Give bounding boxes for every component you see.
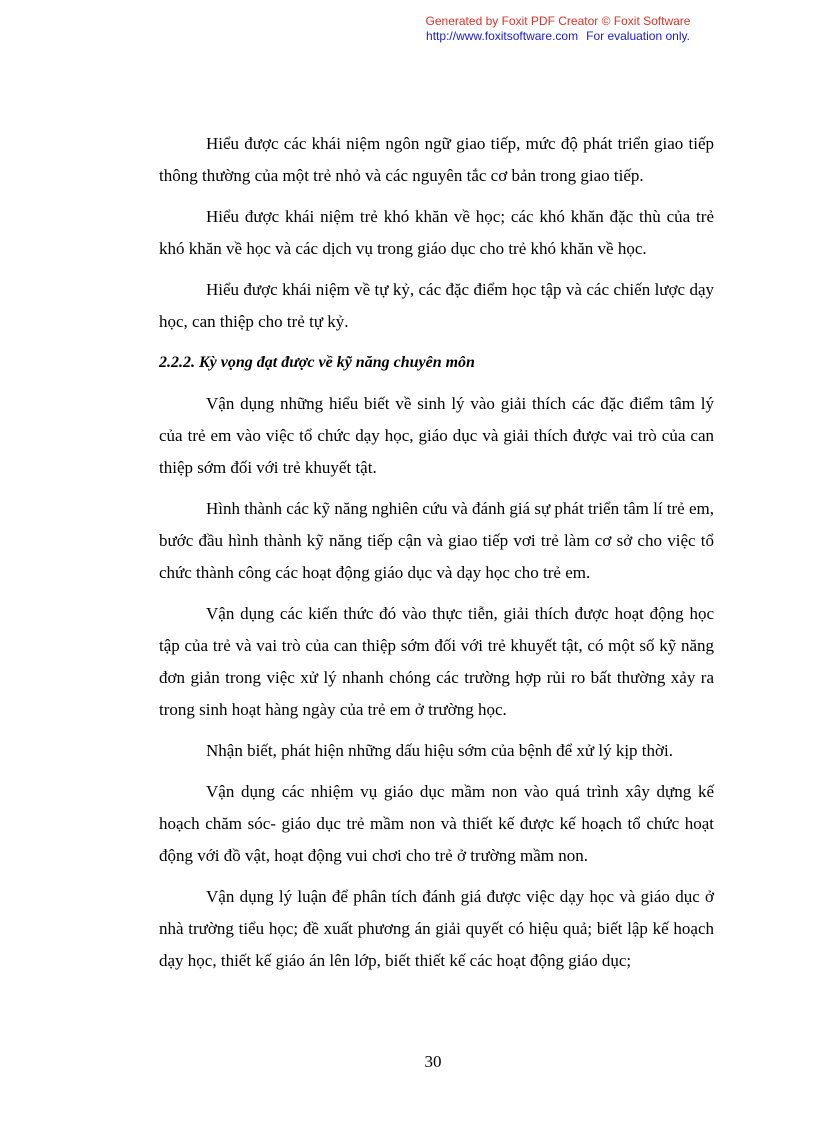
page-number: 30 bbox=[424, 1052, 442, 1071]
paragraph: Vận dụng các nhiệm vụ giáo dục mầm non vào quá trình xây dựng kế hoạch chăm sóc- giáo dục trẻ mầm non và thiết kế được kế hoạch tổ chức hoạt động với đồ vật, hoạt động vui chơi cho trẻ ở trường mầm non. bbox=[159, 782, 714, 865]
paragraph: Vận dụng lý luận để phân tích đánh giá được việc dạy học và giáo dục ở nhà trường tiểu học; đề xuất phương án giải quyết có hiệu quả; biết lập kế hoạch dạy học, thiết kế giáo án lên lớp, biết thiết kế các hoạt động giáo dục; bbox=[159, 887, 714, 970]
paragraph: Hiểu được các khái niệm ngôn ngữ giao tiếp, mức độ phát triển giao tiếp thông thường của một trẻ nhỏ và các nguyên tắc cơ bản trong giao tiếp. bbox=[159, 134, 714, 185]
paragraph: Vận dụng những hiểu biết về sinh lý vào giải thích các đặc điểm tâm lý của trẻ em vào việc tổ chức dạy học, giáo dục và giải thích được vai trò của can thiệp sớm đối với trẻ khuyết tật. bbox=[159, 394, 714, 477]
paragraph: Nhận biết, phát hiện những dấu hiệu sớm của bệnh để xử lý kịp thời. bbox=[206, 741, 673, 760]
watermark-creator-text: Generated by Foxit PDF Creator © Foxit Software bbox=[425, 14, 691, 28]
paragraph: Vận dụng các kiến thức đó vào thực tiễn, giải thích được hoạt động học tập của trẻ và vai trò của can thiệp sớm đối với trẻ khuyết tật, có một số kỹ năng đơn giản trong việc xử lý nhanh chóng các trường hợp rủi ro bất thường xảy ra trong sinh hoạt hàng ngày của trẻ em ở trường học. bbox=[159, 604, 714, 719]
paragraph: Hình thành các kỹ năng nghiên cứu và đánh giá sự phát triển tâm lí trẻ em, bước đầu hình thành kỹ năng tiếp cận và giao tiếp vơi trẻ làm cơ sở cho việc tổ chức thành công các hoạt động giáo dục và dạy học cho trẻ em. bbox=[159, 499, 714, 582]
watermark-url[interactable]: http://www.foxitsoftware.com bbox=[426, 29, 579, 43]
watermark-evaluation-note: For evaluation only. bbox=[586, 29, 690, 43]
watermark-line-2 bbox=[408, 29, 708, 44]
paragraph: Hiểu được khái niệm về tự kỷ, các đặc điểm học tập và các chiến lược dạy học, can thiệp cho trẻ tự kỷ. bbox=[159, 280, 714, 331]
paragraph: Hiểu được khái niệm trẻ khó khăn về học; các khó khăn đặc thù của trẻ khó khăn về học và các dịch vụ trong giáo dục cho trẻ khó khăn về học. bbox=[159, 207, 714, 258]
section-heading: 2.2.2. Kỳ vọng đạt được về kỹ năng chuyên môn bbox=[159, 354, 475, 371]
watermark bbox=[408, 14, 708, 44]
page-content bbox=[159, 128, 714, 986]
